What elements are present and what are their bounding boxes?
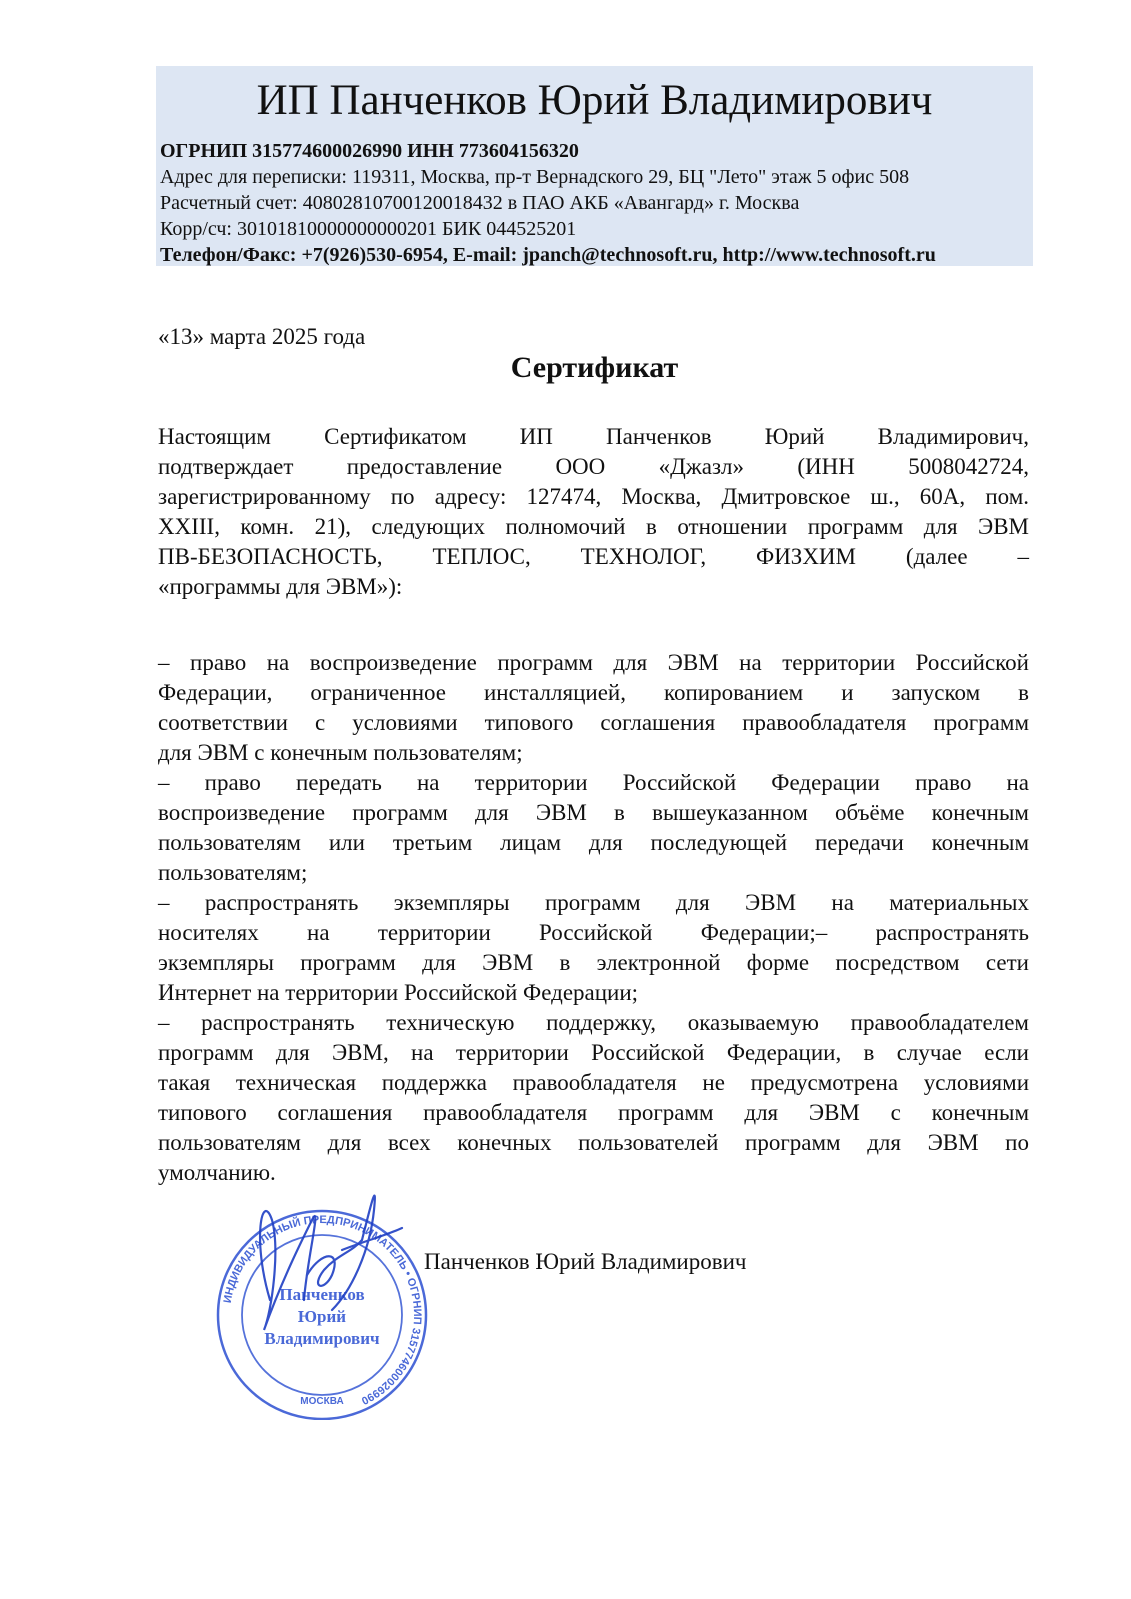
postal-address: Адрес для переписки: 119311, Москва, пр-т Вернадского 29, БЦ "Лето" этаж 5 офис 508 [160,166,910,188]
rights-line: для ЭВМ с конечным пользователям; [158,740,523,765]
rights-line: такая техническая поддержка правообладателя не предусмотрена условиями [158,1070,1029,1095]
seal-city: МОСКВА [300,1396,344,1407]
intro-line: подтверждает предоставление ООО «Джазл» (ИНН 5008042724, [158,454,1029,479]
intro-line: Настоящим Сертификатом ИП Панченков Юрий Владимирович, [158,424,1029,449]
rights-line: программ для ЭВМ, на территории Российской Федерации, в случае если [158,1040,1029,1065]
rights-line: Федерации, ограниченное инсталляцией, копированием и запуском в [158,680,1029,705]
rights-line: соответствии с условиями типового соглашения правообладателя программ [158,710,1029,735]
bank-account: Расчетный счет: 40802810700120018432 в ПАО АКБ «Авангард» г. Москва [160,192,800,214]
letterhead [156,66,1033,266]
rights-line: – распространять техническую поддержку, оказываемую правообладателем [158,1010,1029,1035]
company-name: ИП Панченков Юрий Владимирович [256,77,933,124]
correspondent-account: Корр/сч: 30101810000000000201 БИК 044525201 [160,218,577,240]
contacts: Телефон/Факс: +7(926)530-6954, E-mail: jpanch@technosoft.ru, http://www.technosoft.ru [160,244,936,266]
intro-line: ПВ-БЕЗОПАСНОСТЬ, ТЕПЛОС, ТЕХНОЛОГ, ФИЗХИМ (далее – [158,544,1029,569]
rights-line: – право передать на территории Российской Федерации право на [158,770,1029,795]
intro-line: «программы для ЭВМ»): [158,574,403,599]
rights-line: носителях на территории Российской Федерации;– распространять [158,920,1029,945]
rights-line: умолчанию. [158,1160,276,1185]
signatory-name: Панченков Юрий Владимирович [424,1249,747,1274]
ogrnip-inn: ОГРНИП 315774600026990 ИНН 773604156320 [160,140,579,162]
intro-line: XXIII, комн. 21), следующих полномочий в отношении программ для ЭВМ [158,514,1029,539]
seal-center-line3: Владимирович [264,1329,380,1348]
rights-line: воспроизведение программ для ЭВМ в вышеуказанном объёме конечным [158,800,1029,825]
intro-line: зарегистрированному по адресу: 127474, Москва, Дмитровское ш., 60А, пом. [158,484,1029,509]
rights-line: пользователям или третьим лицам для последующей передачи конечным [158,830,1029,855]
seal-center-line1: Панченков [279,1285,365,1304]
intro-paragraph [158,422,1029,602]
seal-center-line2: Юрий [297,1307,347,1326]
document-date: «13» марта 2025 года [158,324,366,349]
rights-line: типового соглашения правообладателя программ для ЭВМ с конечным [158,1100,1029,1125]
rights-line: – распространять экземпляры программ для ЭВМ на материальных [158,890,1029,915]
seal-stamp [212,1180,432,1420]
document-title: Сертификат [510,351,679,384]
rights-line: – право на воспроизведение программ для ЭВМ на территории Российской [158,650,1029,675]
rights-list [158,648,1029,1188]
rights-line: экземпляры программ для ЭВМ в электронной форме посредством сети [158,950,1029,975]
rights-line: пользователям; [158,860,308,885]
seal-ring-textpath: ИНДИВИДУАЛЬНЫЙ ПРЕДПРИНИМАТЕЛЬ • ОГРНИП 315774600026990 [221,1213,424,1407]
rights-line: Интернет на территории Российской Федерации; [158,980,639,1005]
rights-line: пользователям для всех конечных пользователей программ для ЭВМ по [158,1130,1029,1155]
